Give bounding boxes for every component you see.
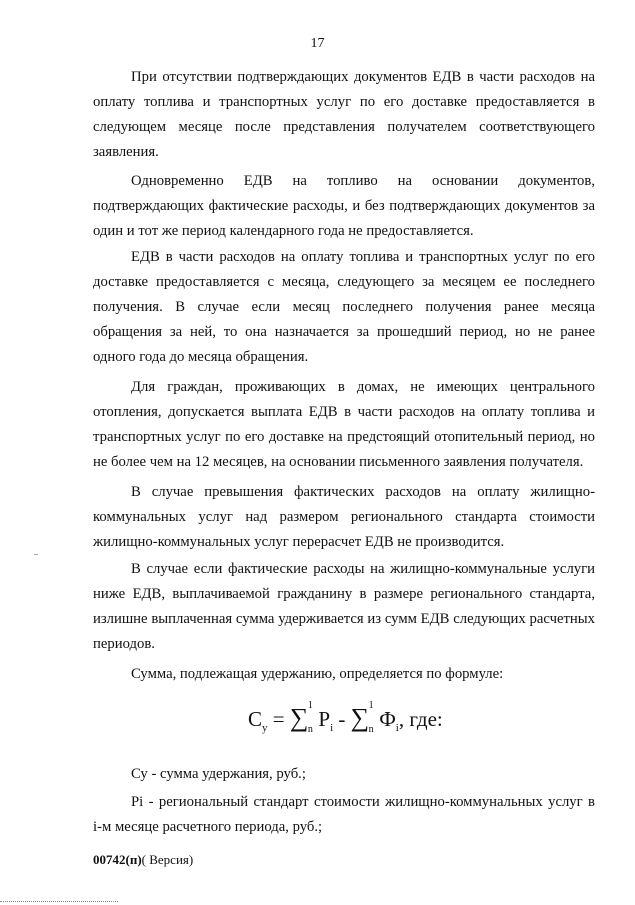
sum-lower-1: n — [307, 724, 313, 735]
scan-artifact — [34, 554, 38, 555]
sum-sign-1: ∑ — [289, 703, 309, 732]
formula-minus: - — [338, 707, 346, 731]
paragraph-3: ЕДВ в части расходов на оплату топлива и транспортных услуг по его доставке предоставляется с месяца, следующего за месяцем ее последнего получения. В случае если месяц последнего получения ранее месяца обращения за ней, то она назначается за прошедший период, но не ранее одного года до месяца обращения. — [93, 249, 595, 365]
formula — [248, 699, 443, 743]
bottom-dotted-line — [0, 901, 118, 903]
definition-1: Су - сумма удержания, руб.; — [131, 766, 306, 782]
sum-symbol-2 — [350, 700, 374, 735]
formula-lhs: С — [248, 707, 263, 731]
sum-sign-2: ∑ — [350, 703, 370, 732]
formula-term1-subscript: i — [330, 722, 334, 734]
paragraph-1: При отсутствии подтверждающих документов ЕДВ в части расходов на оплату топлива и транспортных услуг по его доставке предоставляется в следующем месяце после представления получателем соответствующего заявления. — [93, 69, 595, 160]
formula-equals: = — [272, 707, 285, 731]
paragraph-2: Одновременно ЕДВ на топливо на основании документов, подтверждающих фактические расходы, и без подтверждающих документов за один и тот же период календарного года не предоставляется. — [93, 173, 595, 239]
paragraph-4: Для граждан, проживающих в домах, не имеющих центрального отопления, допускается выплата ЕДВ в части расходов на оплату топлива и транспортных услуг по его доставке на предстоящий отопительный период, но не более чем на 12 месяцев, на основании письменного заявления получателя. — [93, 379, 595, 470]
page-number: 17 — [310, 36, 325, 51]
paragraph-7: Сумма, подлежащая удержанию, определяется по формуле: — [131, 666, 504, 682]
paragraph-5: В случае превышения фактических расходов на оплату жилищно-коммунальных услуг над размером регионального стандарта стоимости жилищно-коммунальных услуг перерасчет ЕДВ не производится. — [93, 484, 595, 550]
sum-lower-2: n — [368, 724, 374, 735]
formula-term1: Р — [318, 707, 331, 731]
document-footer — [93, 852, 193, 868]
footer-version: ( Версия) — [141, 852, 194, 867]
formula-term2-subscript: i — [395, 722, 399, 734]
formula-lhs-subscript: у — [262, 722, 268, 734]
sum-symbol-1 — [289, 700, 313, 735]
formula-term2: Ф — [379, 707, 396, 731]
footer-code: 00742(п) — [93, 852, 142, 867]
sum-upper-2: 1 — [368, 700, 374, 711]
paragraph-6: В случае если фактические расходы на жилищно-коммунальные услуги ниже ЕДВ, выплачиваемой гражданину в размере регионального стандарта, излишне выплаченная сумма удерживается из сумм ЕДВ следующих расчетных периодов. — [93, 561, 595, 652]
formula-tail: , где: — [398, 707, 443, 731]
sum-upper-1: 1 — [307, 700, 313, 711]
definition-2: Рi - региональный стандарт стоимости жилищно-коммунальных услуг в i-м месяце расчетного периода, руб.; — [93, 794, 595, 835]
